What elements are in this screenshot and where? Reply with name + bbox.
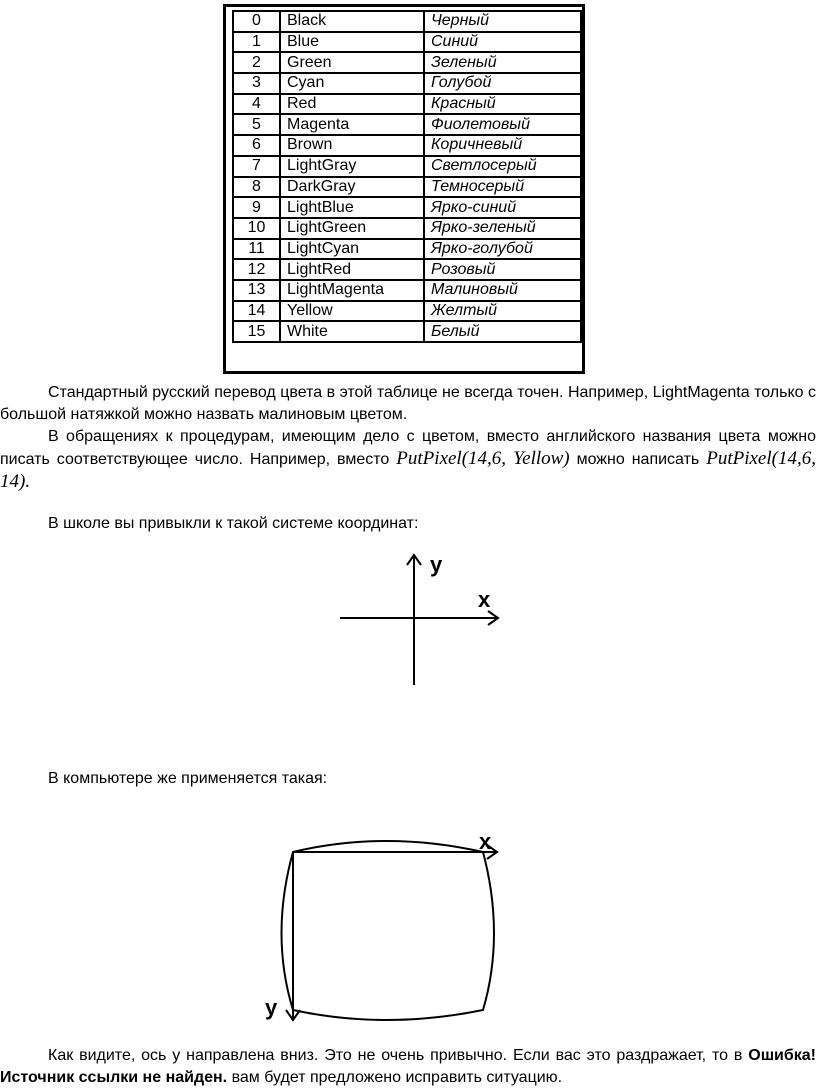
color-table-row: [233, 321, 581, 342]
color-table-row: [233, 197, 581, 218]
monitor-screen-outline: [282, 841, 495, 1020]
color-english-name-cell: Green: [280, 52, 424, 73]
color-russian-name-cell: Ярко-голубой: [424, 239, 581, 260]
error-reference: Ошибка! Источник ссылки не найден.: [0, 1047, 816, 1086]
color-table-row: [233, 73, 581, 94]
color-table-row: [233, 114, 581, 135]
color-russian-name-cell: Синий: [424, 32, 581, 53]
color-table-row: [233, 11, 581, 32]
color-table-row: [233, 135, 581, 156]
color-number-cell: 3: [233, 73, 280, 94]
color-number-cell: 6: [233, 135, 280, 156]
code-putpixel-yellow: PutPixel(14,6, Yellow): [396, 448, 570, 469]
color-russian-name-cell: Светлосерый: [424, 156, 581, 177]
color-english-name-cell: Red: [280, 94, 424, 115]
color-number-cell: 11: [233, 239, 280, 260]
color-number-cell: 9: [233, 197, 280, 218]
x-axis-label: x: [479, 829, 492, 854]
color-english-name-cell: Yellow: [280, 301, 424, 322]
color-table-row: [233, 301, 581, 322]
color-number-cell: 2: [233, 52, 280, 73]
color-russian-name-cell: Коричневый: [424, 135, 581, 156]
color-number-cell: 15: [233, 321, 280, 342]
color-russian-name-cell: Голубой: [424, 73, 581, 94]
color-russian-name-cell: Красный: [424, 94, 581, 115]
color-english-name-cell: LightGreen: [280, 218, 424, 239]
color-russian-name-cell: Белый: [424, 321, 581, 342]
paragraph-color-numbers-end: .: [25, 471, 31, 492]
color-table-row: [233, 218, 581, 239]
color-number-cell: 5: [233, 114, 280, 135]
color-english-name-cell: LightBlue: [280, 197, 424, 218]
color-number-cell: 12: [233, 259, 280, 280]
color-english-name-cell: LightRed: [280, 259, 424, 280]
color-russian-name-cell: Желтый: [424, 301, 581, 322]
color-english-name-cell: Brown: [280, 135, 424, 156]
color-number-cell: 1: [233, 32, 280, 53]
paragraph-computer-coords: В компьютере же применяется такая:: [48, 770, 328, 787]
paragraph-color-numbers-mid: можно написать: [569, 451, 707, 468]
color-table-row: [233, 52, 581, 73]
color-english-name-cell: White: [280, 321, 424, 342]
color-russian-name-cell: Розовый: [424, 259, 581, 280]
color-russian-name-cell: Ярко-синий: [424, 197, 581, 218]
code-putpixel-14: PutPixel(14,6, 14): [0, 448, 816, 492]
paragraph-school-coords: В школе вы привыкли к такой системе координат:: [48, 515, 419, 532]
color-number-cell: 14: [233, 301, 280, 322]
x-axis-label: x: [478, 587, 491, 612]
color-russian-name-cell: Фиолетовый: [424, 114, 581, 135]
color-russian-name-cell: Черный: [424, 11, 581, 32]
color-number-cell: 10: [233, 218, 280, 239]
paragraph-translation-note: Стандартный русский перевод цвета в этой таблице не всегда точен. Например, LightMagenta только с большой натяжкой можно назвать малиновым цветом.: [0, 384, 816, 423]
paragraph-color-numbers-start: В обращениях к процедурам, имеющим дело с цветом, вместо английского названия цвета можно писать соответствующее число. Например, вместо: [0, 428, 816, 468]
color-table: [232, 10, 582, 343]
color-number-cell: 0: [233, 11, 280, 32]
color-number-cell: 7: [233, 156, 280, 177]
color-english-name-cell: LightGray: [280, 156, 424, 177]
color-english-name-cell: LightCyan: [280, 239, 424, 260]
color-english-name-cell: Blue: [280, 32, 424, 53]
color-table-row: [233, 280, 581, 301]
color-english-name-cell: LightMagenta: [280, 280, 424, 301]
color-number-cell: 4: [233, 94, 280, 115]
y-axis-label: y: [265, 995, 278, 1020]
computer-coordinate-diagram: [255, 825, 520, 1030]
color-number-cell: 8: [233, 177, 280, 198]
color-english-name-cell: Magenta: [280, 114, 424, 135]
color-english-name-cell: DarkGray: [280, 177, 424, 198]
color-table-row: [233, 156, 581, 177]
paragraph-y-axis-note-end: вам будет предложено исправить ситуацию.: [227, 1069, 563, 1086]
paragraph-color-numbers: [0, 426, 816, 494]
color-russian-name-cell: Малиновый: [424, 280, 581, 301]
color-english-name-cell: Cyan: [280, 73, 424, 94]
color-russian-name-cell: Зеленый: [424, 52, 581, 73]
color-table-row: [233, 94, 581, 115]
color-russian-name-cell: Ярко-зеленый: [424, 218, 581, 239]
color-table-row: [233, 32, 581, 53]
color-russian-name-cell: Темносерый: [424, 177, 581, 198]
y-axis-label: y: [430, 552, 443, 577]
color-table-row: [233, 177, 581, 198]
paragraph-y-axis-note: [0, 1045, 816, 1089]
school-coordinate-diagram: [330, 545, 520, 695]
color-english-name-cell: Black: [280, 11, 424, 32]
paragraph-y-axis-note-start: Как видите, ось y направлена вниз. Это не очень привычно. Если вас это раздражает, то в: [48, 1047, 749, 1064]
color-table-row: [233, 239, 581, 260]
color-table-row: [233, 259, 581, 280]
color-number-cell: 13: [233, 280, 280, 301]
